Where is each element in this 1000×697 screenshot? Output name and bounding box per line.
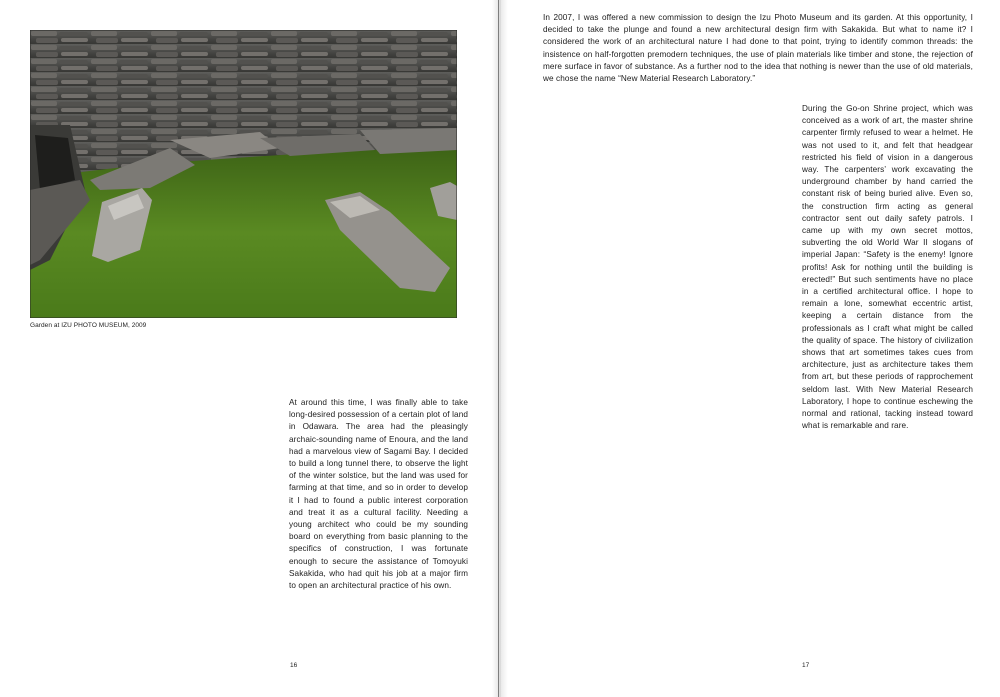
book-gutter (492, 0, 508, 697)
left-paragraph: At around this time, I was finally able to take long-desired possession of a certain plot of land in Odawara. The area had the pleasingly archaic-sounding name of Enoura, and the land had a marvelous view of Sagami Bay. I decided to build a long tunnel there, to observe the light of the winter solstice, but the land was used for farming at that time, and so in order to develop it I had to found a public interest corporation and treat it as a cultural facility. Needing a young architect who could be my sounding board on everything from basic planning to the specifics of construction, I was fortunate enough to secure the assistance of Tomoyuki Sakakida, who had quit his job at a major firm to open an architectural practice of his own. (289, 398, 468, 591)
garden-photo-image (30, 30, 457, 318)
right-body-text (802, 103, 973, 432)
page-number-left: 16 (290, 662, 298, 669)
garden-photo (30, 30, 457, 318)
right-paragraph: During the Go-on Shrine project, which was conceived as a work of art, the master shrine carpenter firmly refused to wear a helmet. He was not used to it, and felt that headgear restricted his field of vision in a dangerous way. The carpenters’ work excavating the underground chamber by hand carried the constant risk of being buried alive. Even so, the construction firm acting as general contractor sent out daily safety patrols. I came up with my own secret mottos, subverting the old World War II slogans of imperial Japan: “Safety is the enemy! Ignore profits! Ask for nothing until the building is erected!” But such sentiments have no place in a certified architectural office. I hope to remain a lone, somewhat eccentric artist, keeping a certain distance from the professionals as I craft what might be called the quality of space. The history of civilization shows that art sometimes takes cues from architecture, just as architecture takes them from art, but these periods of rapprochement seldom last. With New Material Research Laboratory, I hope to continue eschewing the normal and rational, tacking instead toward what is remarkable and rare. (802, 104, 973, 431)
right-intro-paragraph: In 2007, I was offered a new commission to design the Izu Photo Museum and its garden. At this opportunity, I decided to take the plunge and found a new architectural design firm with Sakakida. But what to name it? I considered the work of an architectural nature I had done to that point, trying to identify common threads: the insistence on half-forgotten premodern techniques, the use of plain materials like timber and stone, the rejection of mere surface in favor of substance. As a further nod to the idea that nothing is newer than the use of old materials, we chose the name “New Material Research Laboratory.” (543, 13, 973, 84)
right-intro-text (543, 12, 973, 85)
left-body-text (289, 397, 468, 592)
right-page (500, 0, 1000, 697)
page-number-right: 17 (802, 662, 810, 669)
photo-caption: Garden at IZU PHOTO MUSEUM, 2009 (30, 322, 147, 329)
left-page (0, 0, 499, 697)
